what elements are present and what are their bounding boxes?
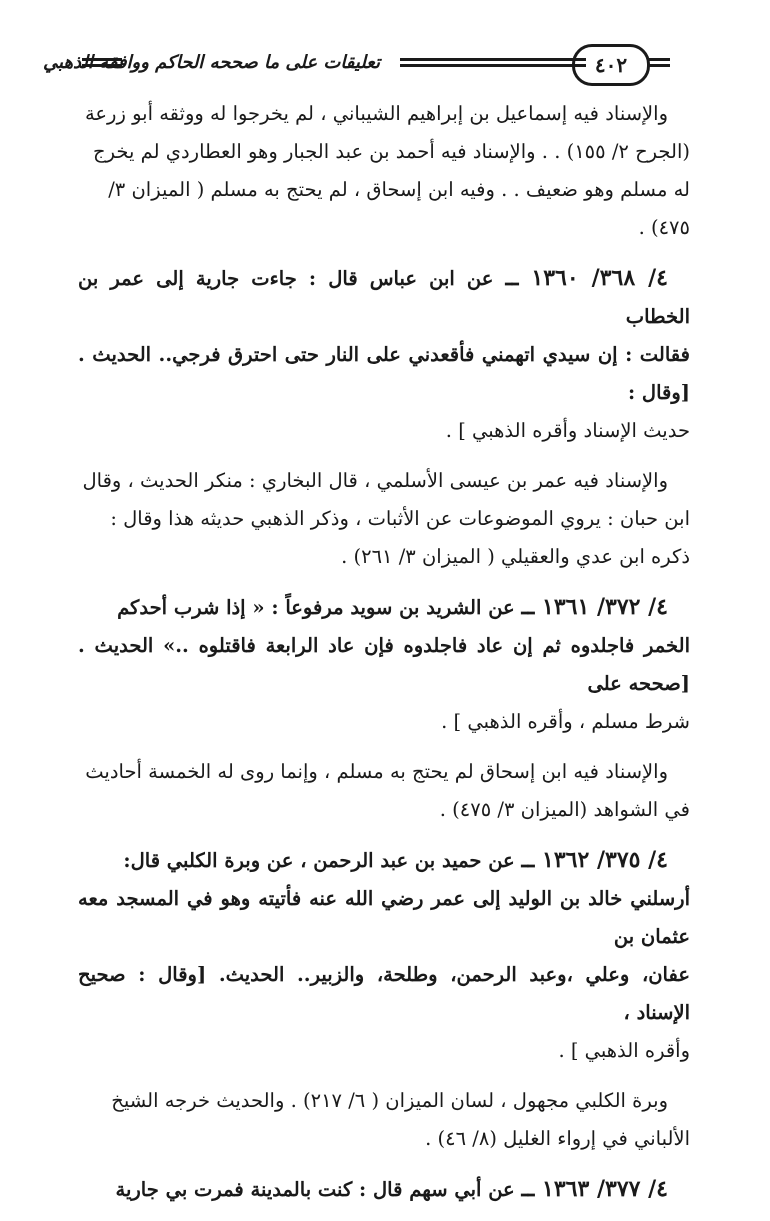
text-line: والإسناد فيه عمر بن عيسى الأسلمي ، قال البخاري : منكر الحديث ، وقال <box>82 469 668 492</box>
note-paragraph <box>78 753 690 829</box>
note-paragraph <box>78 1082 690 1158</box>
text-line: في الشواهد (الميزان ٣/ ٤٧٥) . <box>439 798 690 821</box>
text-line: أرسلني خالد بن الوليد إلى عمر رضي الله عنه فأتيته وهو في المسجد معه عثمان بن <box>78 887 690 948</box>
text-line: شرط مسلم ، وأقره الذهبي ] . <box>441 710 690 733</box>
hadith-number: ٤/ ٣٦٨/ ١٣٦٠ ــ <box>505 265 668 291</box>
hadith-paragraph <box>78 259 690 450</box>
note-paragraph <box>78 462 690 576</box>
header-double-rule-right <box>648 58 670 70</box>
text-line: عفان، وعلي ،وعبد الرحمن، وطلحة، والزبير.. الحديث. [وقال : صحيح الإسناد ، <box>78 963 690 1024</box>
text-line: ٤٧٥) . <box>638 216 690 239</box>
text-line: عن أبي سهم قال : كنت بالمدينة فمرت بي جارية <box>115 1178 515 1201</box>
hadith-number: ٤/ ٣٧٧/ ١٣٦٣ ــ <box>521 1176 668 1202</box>
header-double-rule-middle <box>400 58 586 70</box>
page-body <box>78 95 690 1221</box>
text-line: ذكره ابن عدي والعقيلي ( الميزان ٣/ ٢٦١) . <box>341 545 690 568</box>
page-header <box>43 44 680 84</box>
hadith-number: ٤/ ٣٧٢/ ١٣٦١ ــ <box>521 594 668 620</box>
note-paragraph <box>78 95 690 247</box>
text-line: له مسلم وهو ضعيف . . وفيه ابن إسحاق ، لم يحتج به مسلم ( الميزان ٣/ <box>108 178 690 201</box>
hadith-paragraph <box>78 1170 690 1209</box>
text-line: الألباني في إرواء الغليل (٨/ ٤٦) . <box>425 1127 690 1150</box>
hadith-paragraph <box>78 588 690 741</box>
text-line: حديث الإسناد وأقره الذهبي ] . <box>445 419 690 442</box>
text-line: عن الشريد بن سويد مرفوعاً : « إذا شرب أحدكم <box>117 596 515 619</box>
text-line: الخمر فاجلدوه ثم إن عاد فاجلدوه فإن عاد الرابعة فاقتلوه ..» الحديث . [صححه على <box>78 634 690 695</box>
text-line: عن حميد بن عبد الرحمن ، عن وبرة الكلبي قال: <box>123 849 515 872</box>
text-line: ابن حبان : يروي الموضوعات عن الأثبات ، وذكر الذهبي حديثه هذا وقال : <box>110 507 690 530</box>
hadith-number: ٤/ ٣٧٥/ ١٣٦٢ ــ <box>521 847 668 873</box>
text-line: عن ابن عباس قال : جاءت جارية إلى عمر بن الخطاب <box>78 267 690 328</box>
running-title: تعليقات على ما صححه الحاكم ووافقه الذهبي <box>43 52 380 73</box>
text-line: والإسناد فيه ابن إسحاق لم يحتج به مسلم ، وإنما روى له الخمسة أحاديث <box>85 760 668 783</box>
text-line: (الجرح ٢/ ١٥٥) . . والإسناد فيه أحمد بن عبد الجبار وهو العطاردي لم يخرج <box>93 140 690 163</box>
text-line: والإسناد فيه إسماعيل بن إبراهيم الشيباني ، لم يخرجوا له ووثقه أبو زرعة <box>84 102 668 125</box>
hadith-paragraph <box>78 841 690 1070</box>
text-line: وبرة الكلبي مجهول ، لسان الميزان ( ٦/ ٢١٧) . والحديث خرجه الشيخ <box>111 1089 668 1112</box>
text-line: فقالت : إن سيدي اتهمني فأقعدني على النار حتى احترق فرجي.. الحديث . [وقال : <box>78 343 690 404</box>
text-line: وأقره الذهبي ] . <box>558 1039 690 1062</box>
page-number: ٤٠٢ <box>572 44 650 86</box>
